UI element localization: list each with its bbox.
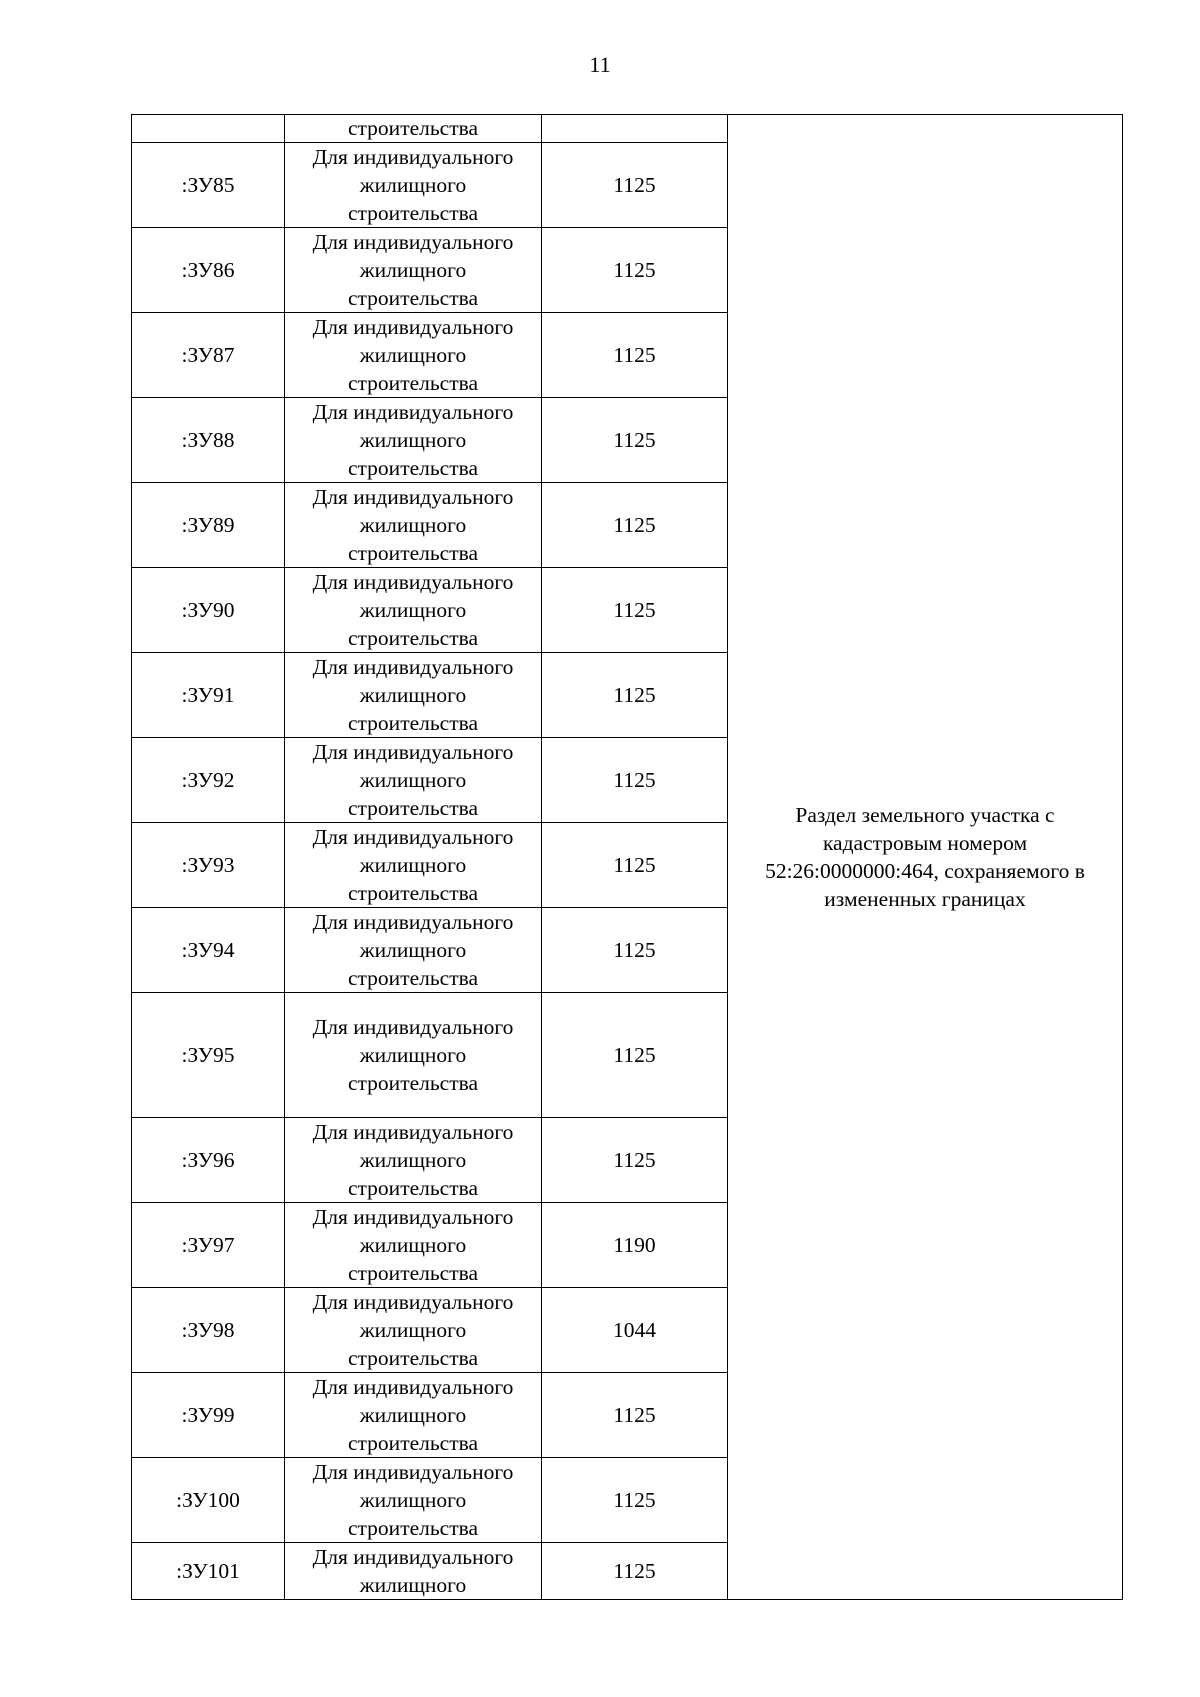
permitted-use-line: Для индивидуального [312,485,514,509]
permitted-use-line: строительства [347,1176,479,1200]
formation-note-line: измененных границах [824,887,1026,911]
formation-note-line: кадастровым номером [822,831,1028,855]
area-cell: 1125 [542,823,728,908]
plot-id-cell: :ЗУ98 [132,1288,285,1373]
permitted-use-line: Для индивидуального [312,1545,514,1569]
plot-id-cell: :ЗУ93 [132,823,285,908]
plot-id-cell: :ЗУ97 [132,1203,285,1288]
permitted-use-line: Для индивидуального [312,1375,514,1399]
permitted-use-line: строительства [347,881,479,905]
plot-id-cell: :ЗУ101 [132,1543,285,1600]
area-cell: 1125 [542,1373,728,1458]
permitted-use-cell [285,1543,542,1600]
permitted-use-cell [285,228,542,313]
permitted-use-line: жилищного [359,428,467,452]
area-cell: 1125 [542,653,728,738]
permitted-use-cell [285,1288,542,1373]
permitted-use-line: жилищного [359,258,467,282]
permitted-use-line: строительства [347,796,479,820]
permitted-use-line: жилищного [359,1043,467,1067]
permitted-use-line: жилищного [359,598,467,622]
permitted-use-line: строительства [347,456,479,480]
plot-id-cell: :ЗУ86 [132,228,285,313]
formation-note-line: Раздел земельного участка с [795,803,1055,827]
permitted-use-line: Для индивидуального [312,315,514,339]
plot-id-cell: :ЗУ90 [132,568,285,653]
permitted-use-cell [285,908,542,993]
permitted-use-cell [285,993,542,1118]
area-cell: 1190 [542,1203,728,1288]
permitted-use-line: жилищного [359,343,467,367]
permitted-use-cell [285,143,542,228]
page-number: 11 [589,52,611,77]
permitted-use-line: строительства [347,1261,479,1285]
permitted-use-line: Для индивидуального [312,910,514,934]
permitted-use-line: строительства [347,1346,479,1370]
area-cell: 1125 [542,313,728,398]
permitted-use-cell [285,398,542,483]
area-cell: 1125 [542,908,728,993]
permitted-use-line: строительства [347,371,479,395]
permitted-use-line: строительства [347,1071,479,1095]
area-cell: 1125 [542,1118,728,1203]
plot-id-cell: :ЗУ95 [132,993,285,1118]
area-cell: 1125 [542,483,728,568]
permitted-use-line: жилищного [359,173,467,197]
permitted-use-cell [285,568,542,653]
permitted-use-line: Для индивидуального [312,1015,514,1039]
permitted-use-line: Для индивидуального [312,1460,514,1484]
plot-id-cell: :ЗУ88 [132,398,285,483]
permitted-use-cell [285,653,542,738]
permitted-use-line: жилищного [359,1233,467,1257]
permitted-use-line: строительства [347,1431,479,1455]
permitted-use-line: Для индивидуального [312,230,514,254]
permitted-use-line: жилищного [359,1573,467,1597]
plot-id-cell: :ЗУ85 [132,143,285,228]
permitted-use-line: Для индивидуального [312,570,514,594]
area-cell: 1125 [542,568,728,653]
permitted-use-line: жилищного [359,938,467,962]
area-cell: 1125 [542,1458,728,1543]
area-cell: 1044 [542,1288,728,1373]
permitted-use-line: жилищного [359,1148,467,1172]
permitted-use-cell [285,1373,542,1458]
area-cell: 1125 [542,738,728,823]
permitted-use-cell [285,1203,542,1288]
plot-id-cell: :ЗУ92 [132,738,285,823]
permitted-use-line: строительства [347,286,479,310]
permitted-use-line: строительства [347,541,479,565]
permitted-use-cell [285,313,542,398]
permitted-use-line: жилищного [359,1403,467,1427]
permitted-use-cell [285,738,542,823]
plot-id-cell: :ЗУ89 [132,483,285,568]
table-row-continuation [132,115,1123,143]
permitted-use-line: строительства [347,966,479,990]
permitted-use-cell [285,483,542,568]
plot-id-cell: :ЗУ91 [132,653,285,738]
area-cell: 1125 [542,228,728,313]
permitted-use-cell [285,115,542,143]
permitted-use-line: строительства [347,626,479,650]
permitted-use-line: Для индивидуального [312,740,514,764]
permitted-use-line: строительства [347,1516,479,1540]
permitted-use-line: жилищного [359,683,467,707]
permitted-use-cell [285,1458,542,1543]
permitted-use-line: Для индивидуального [312,1120,514,1144]
permitted-use-line: жилищного [359,513,467,537]
land-plots-table [131,114,1123,1600]
formation-note-line: 52:26:0000000:464, сохраняемого в [765,859,1085,883]
permitted-use-line: Для индивидуального [312,825,514,849]
permitted-use-line: Для индивидуального [312,1290,514,1314]
permitted-use-line: жилищного [359,1318,467,1342]
area-cell: 1125 [542,993,728,1118]
permitted-use-cell [285,1118,542,1203]
plot-id-cell [132,115,285,143]
formation-note-cell [728,115,1123,1600]
permitted-use-line: жилищного [359,853,467,877]
permitted-use-line: строительства [347,115,479,140]
plot-id-cell: :ЗУ100 [132,1458,285,1543]
permitted-use-line: жилищного [359,768,467,792]
area-cell: 1125 [542,1543,728,1600]
plot-id-cell: :ЗУ87 [132,313,285,398]
permitted-use-line: Для индивидуального [312,400,514,424]
area-cell: 1125 [542,398,728,483]
permitted-use-line: строительства [347,201,479,225]
plot-id-cell: :ЗУ96 [132,1118,285,1203]
permitted-use-line: Для индивидуального [312,1205,514,1229]
permitted-use-line: Для индивидуального [312,655,514,679]
permitted-use-line: жилищного [359,1488,467,1512]
permitted-use-line: Для индивидуального [312,145,514,169]
permitted-use-cell [285,823,542,908]
area-cell: 1125 [542,143,728,228]
plot-id-cell: :ЗУ99 [132,1373,285,1458]
permitted-use-line: строительства [347,711,479,735]
plot-id-cell: :ЗУ94 [132,908,285,993]
area-cell [542,115,728,143]
